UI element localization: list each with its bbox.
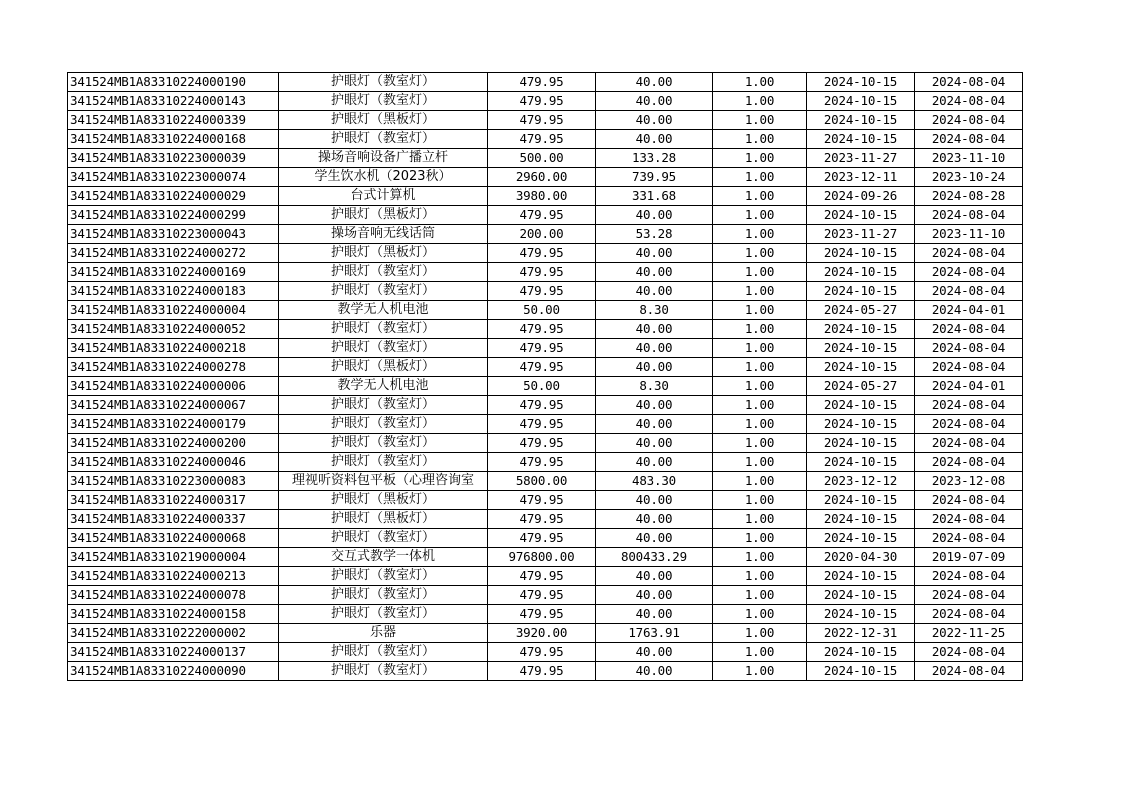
asset-code-cell[interactable]: 341524MB1A83310223000039 xyxy=(68,149,279,168)
entry-date-cell[interactable]: 2024-10-15 xyxy=(807,605,915,624)
acquire-date-cell[interactable]: 2024-08-04 xyxy=(915,282,1023,301)
original-value-cell[interactable]: 479.95 xyxy=(488,111,596,130)
original-value-cell[interactable]: 200.00 xyxy=(488,225,596,244)
table-row xyxy=(68,491,1023,510)
entry-date-cell[interactable]: 2024-05-27 xyxy=(807,301,915,320)
net-value-cell[interactable]: 133.28 xyxy=(596,149,713,168)
quantity-cell[interactable]: 1.00 xyxy=(713,377,807,396)
asset-name-cell[interactable]: 乐器 xyxy=(279,624,488,643)
acquire-date-cell[interactable]: 2024-08-04 xyxy=(915,244,1023,263)
original-value-cell[interactable]: 479.95 xyxy=(488,244,596,263)
net-value-cell[interactable]: 40.00 xyxy=(596,396,713,415)
net-value-cell[interactable]: 40.00 xyxy=(596,263,713,282)
quantity-cell[interactable]: 1.00 xyxy=(713,187,807,206)
asset-code-cell[interactable]: 341524MB1A83310224000218 xyxy=(68,339,279,358)
entry-date-cell[interactable]: 2024-10-15 xyxy=(807,320,915,339)
entry-date-cell[interactable]: 2024-10-15 xyxy=(807,586,915,605)
asset-code-cell[interactable]: 341524MB1A83310222000002 xyxy=(68,624,279,643)
acquire-date-cell[interactable]: 2024-08-04 xyxy=(915,73,1023,92)
table-row xyxy=(68,282,1023,301)
asset-name-cell[interactable]: 护眼灯（教室灯） xyxy=(279,415,488,434)
acquire-date-cell[interactable]: 2023-10-24 xyxy=(915,168,1023,187)
acquire-date-cell[interactable]: 2023-11-10 xyxy=(915,225,1023,244)
quantity-cell[interactable]: 1.00 xyxy=(713,92,807,111)
quantity-cell[interactable]: 1.00 xyxy=(713,73,807,92)
asset-code-cell[interactable]: 341524MB1A83310224000046 xyxy=(68,453,279,472)
table-row xyxy=(68,92,1023,111)
net-value-cell[interactable]: 40.00 xyxy=(596,453,713,472)
asset-name-cell[interactable]: 护眼灯（黑板灯） xyxy=(279,510,488,529)
net-value-cell[interactable]: 331.68 xyxy=(596,187,713,206)
entry-date-cell[interactable]: 2024-10-15 xyxy=(807,92,915,111)
table-row xyxy=(68,415,1023,434)
original-value-cell[interactable]: 479.95 xyxy=(488,396,596,415)
asset-name-cell[interactable]: 护眼灯（教室灯） xyxy=(279,529,488,548)
original-value-cell[interactable]: 479.95 xyxy=(488,529,596,548)
table-row xyxy=(68,453,1023,472)
net-value-cell[interactable]: 800433.29 xyxy=(596,548,713,567)
quantity-cell[interactable]: 1.00 xyxy=(713,643,807,662)
entry-date-cell[interactable]: 2024-10-15 xyxy=(807,662,915,681)
asset-name-cell[interactable]: 护眼灯（教室灯） xyxy=(279,434,488,453)
quantity-cell[interactable]: 1.00 xyxy=(713,510,807,529)
net-value-cell[interactable]: 40.00 xyxy=(596,586,713,605)
acquire-date-cell[interactable]: 2024-08-04 xyxy=(915,567,1023,586)
acquire-date-cell[interactable]: 2024-08-04 xyxy=(915,491,1023,510)
asset-code-cell[interactable]: 341524MB1A83310224000190 xyxy=(68,73,279,92)
asset-code-cell[interactable]: 341524MB1A83310224000179 xyxy=(68,415,279,434)
quantity-cell[interactable]: 1.00 xyxy=(713,149,807,168)
quantity-cell[interactable]: 1.00 xyxy=(713,396,807,415)
table-row xyxy=(68,586,1023,605)
quantity-cell[interactable]: 1.00 xyxy=(713,206,807,225)
asset-name-cell[interactable]: 护眼灯（教室灯） xyxy=(279,586,488,605)
net-value-cell[interactable]: 40.00 xyxy=(596,339,713,358)
original-value-cell[interactable]: 5800.00 xyxy=(488,472,596,491)
table-row xyxy=(68,643,1023,662)
entry-date-cell[interactable]: 2024-09-26 xyxy=(807,187,915,206)
net-value-cell[interactable]: 483.30 xyxy=(596,472,713,491)
original-value-cell[interactable]: 3920.00 xyxy=(488,624,596,643)
original-value-cell[interactable]: 479.95 xyxy=(488,567,596,586)
entry-date-cell[interactable]: 2023-11-27 xyxy=(807,149,915,168)
asset-table xyxy=(67,72,1023,681)
entry-date-cell[interactable]: 2024-10-15 xyxy=(807,567,915,586)
asset-code-cell[interactable]: 341524MB1A83310224000004 xyxy=(68,301,279,320)
table-row xyxy=(68,529,1023,548)
asset-code-cell[interactable]: 341524MB1A83310224000213 xyxy=(68,567,279,586)
acquire-date-cell[interactable]: 2024-04-01 xyxy=(915,377,1023,396)
quantity-cell[interactable]: 1.00 xyxy=(713,472,807,491)
quantity-cell[interactable]: 1.00 xyxy=(713,605,807,624)
asset-code-cell[interactable]: 341524MB1A83310224000029 xyxy=(68,187,279,206)
acquire-date-cell[interactable]: 2023-11-10 xyxy=(915,149,1023,168)
quantity-cell[interactable]: 1.00 xyxy=(713,567,807,586)
quantity-cell[interactable]: 1.00 xyxy=(713,586,807,605)
quantity-cell[interactable]: 1.00 xyxy=(713,130,807,149)
entry-date-cell[interactable]: 2024-10-15 xyxy=(807,643,915,662)
quantity-cell[interactable]: 1.00 xyxy=(713,111,807,130)
net-value-cell[interactable]: 40.00 xyxy=(596,662,713,681)
original-value-cell[interactable]: 976800.00 xyxy=(488,548,596,567)
net-value-cell[interactable]: 8.30 xyxy=(596,301,713,320)
acquire-date-cell[interactable]: 2024-08-04 xyxy=(915,415,1023,434)
entry-date-cell[interactable]: 2024-10-15 xyxy=(807,339,915,358)
asset-name-cell[interactable]: 护眼灯（教室灯） xyxy=(279,320,488,339)
asset-code-cell[interactable]: 341524MB1A83310224000299 xyxy=(68,206,279,225)
asset-name-cell[interactable]: 护眼灯（黑板灯） xyxy=(279,491,488,510)
table-row xyxy=(68,73,1023,92)
original-value-cell[interactable]: 479.95 xyxy=(488,320,596,339)
asset-name-cell[interactable]: 操场音响无线话筒 xyxy=(279,225,488,244)
net-value-cell[interactable]: 40.00 xyxy=(596,510,713,529)
original-value-cell[interactable]: 2960.00 xyxy=(488,168,596,187)
acquire-date-cell[interactable]: 2024-08-04 xyxy=(915,358,1023,377)
table-row xyxy=(68,510,1023,529)
entry-date-cell[interactable]: 2024-10-15 xyxy=(807,453,915,472)
net-value-cell[interactable]: 40.00 xyxy=(596,529,713,548)
quantity-cell[interactable]: 1.00 xyxy=(713,339,807,358)
asset-name-cell[interactable]: 护眼灯（教室灯） xyxy=(279,282,488,301)
original-value-cell[interactable]: 479.95 xyxy=(488,339,596,358)
entry-date-cell[interactable]: 2024-10-15 xyxy=(807,282,915,301)
quantity-cell[interactable]: 1.00 xyxy=(713,662,807,681)
entry-date-cell[interactable]: 2024-10-15 xyxy=(807,510,915,529)
asset-code-cell[interactable]: 341524MB1A83310224000052 xyxy=(68,320,279,339)
acquire-date-cell[interactable]: 2024-08-04 xyxy=(915,510,1023,529)
net-value-cell[interactable]: 40.00 xyxy=(596,92,713,111)
original-value-cell[interactable]: 479.95 xyxy=(488,130,596,149)
table-row xyxy=(68,206,1023,225)
quantity-cell[interactable]: 1.00 xyxy=(713,624,807,643)
net-value-cell[interactable]: 40.00 xyxy=(596,415,713,434)
acquire-date-cell[interactable]: 2024-08-04 xyxy=(915,263,1023,282)
original-value-cell[interactable]: 479.95 xyxy=(488,92,596,111)
entry-date-cell[interactable]: 2024-10-15 xyxy=(807,434,915,453)
table-row xyxy=(68,662,1023,681)
acquire-date-cell[interactable]: 2024-08-04 xyxy=(915,92,1023,111)
original-value-cell[interactable]: 479.95 xyxy=(488,605,596,624)
table-row xyxy=(68,130,1023,149)
quantity-cell[interactable]: 1.00 xyxy=(713,225,807,244)
asset-name-cell[interactable]: 操场音响设备广播立杆 xyxy=(279,149,488,168)
asset-name-cell[interactable]: 护眼灯（教室灯） xyxy=(279,92,488,111)
original-value-cell[interactable]: 479.95 xyxy=(488,643,596,662)
asset-code-cell[interactable]: 341524MB1A83310224000006 xyxy=(68,377,279,396)
acquire-date-cell[interactable]: 2024-08-28 xyxy=(915,187,1023,206)
original-value-cell[interactable]: 479.95 xyxy=(488,206,596,225)
net-value-cell[interactable]: 40.00 xyxy=(596,605,713,624)
net-value-cell[interactable]: 40.00 xyxy=(596,491,713,510)
asset-name-cell[interactable]: 护眼灯（教室灯） xyxy=(279,339,488,358)
table-row xyxy=(68,358,1023,377)
asset-code-cell[interactable]: 341524MB1A83310224000169 xyxy=(68,263,279,282)
table-row xyxy=(68,320,1023,339)
acquire-date-cell[interactable]: 2024-08-04 xyxy=(915,130,1023,149)
quantity-cell[interactable]: 1.00 xyxy=(713,168,807,187)
net-value-cell[interactable]: 40.00 xyxy=(596,282,713,301)
asset-name-cell[interactable]: 教学无人机电池 xyxy=(279,377,488,396)
entry-date-cell[interactable]: 2023-11-27 xyxy=(807,225,915,244)
asset-code-cell[interactable]: 341524MB1A83310224000067 xyxy=(68,396,279,415)
quantity-cell[interactable]: 1.00 xyxy=(713,358,807,377)
original-value-cell[interactable]: 479.95 xyxy=(488,73,596,92)
entry-date-cell[interactable]: 2023-12-11 xyxy=(807,168,915,187)
asset-code-cell[interactable]: 341524MB1A83310223000043 xyxy=(68,225,279,244)
entry-date-cell[interactable]: 2024-10-15 xyxy=(807,415,915,434)
acquire-date-cell[interactable]: 2024-08-04 xyxy=(915,434,1023,453)
acquire-date-cell[interactable]: 2019-07-09 xyxy=(915,548,1023,567)
table-body xyxy=(68,73,1023,681)
asset-code-cell[interactable]: 341524MB1A83310224000337 xyxy=(68,510,279,529)
asset-code-cell[interactable]: 341524MB1A83310224000200 xyxy=(68,434,279,453)
net-value-cell[interactable]: 40.00 xyxy=(596,643,713,662)
net-value-cell[interactable]: 40.00 xyxy=(596,358,713,377)
entry-date-cell[interactable]: 2024-10-15 xyxy=(807,111,915,130)
quantity-cell[interactable]: 1.00 xyxy=(713,301,807,320)
table-row xyxy=(68,263,1023,282)
table-row xyxy=(68,225,1023,244)
asset-name-cell[interactable]: 护眼灯（教室灯） xyxy=(279,453,488,472)
asset-code-cell[interactable]: 341524MB1A83310224000158 xyxy=(68,605,279,624)
net-value-cell[interactable]: 40.00 xyxy=(596,320,713,339)
entry-date-cell[interactable]: 2024-10-15 xyxy=(807,396,915,415)
original-value-cell[interactable]: 479.95 xyxy=(488,263,596,282)
original-value-cell[interactable]: 479.95 xyxy=(488,453,596,472)
asset-name-cell[interactable]: 教学无人机电池 xyxy=(279,301,488,320)
acquire-date-cell[interactable]: 2024-08-04 xyxy=(915,453,1023,472)
net-value-cell[interactable]: 739.95 xyxy=(596,168,713,187)
net-value-cell[interactable]: 40.00 xyxy=(596,111,713,130)
asset-name-cell[interactable]: 护眼灯（黑板灯） xyxy=(279,206,488,225)
table-row xyxy=(68,111,1023,130)
acquire-date-cell[interactable]: 2024-08-04 xyxy=(915,662,1023,681)
entry-date-cell[interactable]: 2024-10-15 xyxy=(807,130,915,149)
quantity-cell[interactable]: 1.00 xyxy=(713,244,807,263)
table-row xyxy=(68,624,1023,643)
quantity-cell[interactable]: 1.00 xyxy=(713,529,807,548)
entry-date-cell[interactable]: 2024-10-15 xyxy=(807,244,915,263)
asset-name-cell[interactable]: 护眼灯（教室灯） xyxy=(279,605,488,624)
asset-name-cell[interactable]: 台式计算机 xyxy=(279,187,488,206)
original-value-cell[interactable]: 50.00 xyxy=(488,301,596,320)
acquire-date-cell[interactable]: 2024-08-04 xyxy=(915,396,1023,415)
entry-date-cell[interactable]: 2024-10-15 xyxy=(807,491,915,510)
asset-code-cell[interactable]: 341524MB1A83310224000137 xyxy=(68,643,279,662)
original-value-cell[interactable]: 479.95 xyxy=(488,358,596,377)
original-value-cell[interactable]: 500.00 xyxy=(488,149,596,168)
asset-name-cell[interactable]: 护眼灯（教室灯） xyxy=(279,396,488,415)
acquire-date-cell[interactable]: 2024-08-04 xyxy=(915,320,1023,339)
table-row xyxy=(68,605,1023,624)
net-value-cell[interactable]: 40.00 xyxy=(596,130,713,149)
original-value-cell[interactable]: 479.95 xyxy=(488,510,596,529)
entry-date-cell[interactable]: 2020-04-30 xyxy=(807,548,915,567)
asset-name-cell[interactable]: 理视听资料包平板（心理咨询室 xyxy=(279,472,488,491)
asset-name-cell[interactable]: 护眼灯（教室灯） xyxy=(279,73,488,92)
acquire-date-cell[interactable]: 2024-08-04 xyxy=(915,111,1023,130)
quantity-cell[interactable]: 1.00 xyxy=(713,434,807,453)
asset-name-cell[interactable]: 护眼灯（黑板灯） xyxy=(279,244,488,263)
acquire-date-cell[interactable]: 2024-08-04 xyxy=(915,586,1023,605)
asset-code-cell[interactable]: 341524MB1A83310224000078 xyxy=(68,586,279,605)
entry-date-cell[interactable]: 2024-10-15 xyxy=(807,73,915,92)
asset-name-cell[interactable]: 学生饮水机（2023秋） xyxy=(279,168,488,187)
net-value-cell[interactable]: 53.28 xyxy=(596,225,713,244)
table-row xyxy=(68,472,1023,491)
asset-name-cell[interactable]: 护眼灯（教室灯） xyxy=(279,130,488,149)
acquire-date-cell[interactable]: 2022-11-25 xyxy=(915,624,1023,643)
table-row xyxy=(68,149,1023,168)
asset-code-cell[interactable]: 341524MB1A83310223000074 xyxy=(68,168,279,187)
net-value-cell[interactable]: 40.00 xyxy=(596,206,713,225)
original-value-cell[interactable]: 479.95 xyxy=(488,662,596,681)
asset-code-cell[interactable]: 341524MB1A83310224000339 xyxy=(68,111,279,130)
entry-date-cell[interactable]: 2024-10-15 xyxy=(807,529,915,548)
entry-date-cell[interactable]: 2022-12-31 xyxy=(807,624,915,643)
quantity-cell[interactable]: 1.00 xyxy=(713,453,807,472)
entry-date-cell[interactable]: 2023-12-12 xyxy=(807,472,915,491)
asset-code-cell[interactable]: 341524MB1A83310224000317 xyxy=(68,491,279,510)
table-row xyxy=(68,548,1023,567)
net-value-cell[interactable]: 40.00 xyxy=(596,73,713,92)
entry-date-cell[interactable]: 2024-05-27 xyxy=(807,377,915,396)
asset-code-cell[interactable]: 341524MB1A83310224000168 xyxy=(68,130,279,149)
table-row xyxy=(68,339,1023,358)
asset-code-cell[interactable]: 341524MB1A83310224000272 xyxy=(68,244,279,263)
asset-code-cell[interactable]: 341524MB1A83310224000090 xyxy=(68,662,279,681)
quantity-cell[interactable]: 1.00 xyxy=(713,548,807,567)
asset-code-cell[interactable]: 341524MB1A83310224000143 xyxy=(68,92,279,111)
net-value-cell[interactable]: 8.30 xyxy=(596,377,713,396)
asset-name-cell[interactable]: 护眼灯（教室灯） xyxy=(279,263,488,282)
quantity-cell[interactable]: 1.00 xyxy=(713,263,807,282)
asset-name-cell[interactable]: 交互式教学一体机 xyxy=(279,548,488,567)
original-value-cell[interactable]: 50.00 xyxy=(488,377,596,396)
original-value-cell[interactable]: 479.95 xyxy=(488,434,596,453)
asset-name-cell[interactable]: 护眼灯（教室灯） xyxy=(279,643,488,662)
asset-code-cell[interactable]: 341524MB1A83310224000278 xyxy=(68,358,279,377)
asset-name-cell[interactable]: 护眼灯（教室灯） xyxy=(279,662,488,681)
acquire-date-cell[interactable]: 2024-08-04 xyxy=(915,206,1023,225)
acquire-date-cell[interactable]: 2024-08-04 xyxy=(915,339,1023,358)
original-value-cell[interactable]: 479.95 xyxy=(488,282,596,301)
table-row xyxy=(68,434,1023,453)
asset-code-cell[interactable]: 341524MB1A83310224000068 xyxy=(68,529,279,548)
asset-name-cell[interactable]: 护眼灯（黑板灯） xyxy=(279,111,488,130)
asset-code-cell[interactable]: 341524MB1A83310224000183 xyxy=(68,282,279,301)
net-value-cell[interactable]: 40.00 xyxy=(596,567,713,586)
net-value-cell[interactable]: 1763.91 xyxy=(596,624,713,643)
net-value-cell[interactable]: 40.00 xyxy=(596,434,713,453)
original-value-cell[interactable]: 479.95 xyxy=(488,491,596,510)
entry-date-cell[interactable]: 2024-10-15 xyxy=(807,358,915,377)
table-row xyxy=(68,244,1023,263)
table-row xyxy=(68,168,1023,187)
table-row xyxy=(68,187,1023,206)
net-value-cell[interactable]: 40.00 xyxy=(596,244,713,263)
table-row xyxy=(68,301,1023,320)
original-value-cell[interactable]: 479.95 xyxy=(488,415,596,434)
quantity-cell[interactable]: 1.00 xyxy=(713,320,807,339)
original-value-cell[interactable]: 3980.00 xyxy=(488,187,596,206)
quantity-cell[interactable]: 1.00 xyxy=(713,282,807,301)
acquire-date-cell[interactable]: 2024-08-04 xyxy=(915,529,1023,548)
acquire-date-cell[interactable]: 2024-04-01 xyxy=(915,301,1023,320)
table-row xyxy=(68,377,1023,396)
original-value-cell[interactable]: 479.95 xyxy=(488,586,596,605)
asset-code-cell[interactable]: 341524MB1A83310223000083 xyxy=(68,472,279,491)
asset-name-cell[interactable]: 护眼灯（黑板灯） xyxy=(279,358,488,377)
acquire-date-cell[interactable]: 2023-12-08 xyxy=(915,472,1023,491)
acquire-date-cell[interactable]: 2024-08-04 xyxy=(915,643,1023,662)
asset-code-cell[interactable]: 341524MB1A83310219000004 xyxy=(68,548,279,567)
entry-date-cell[interactable]: 2024-10-15 xyxy=(807,263,915,282)
quantity-cell[interactable]: 1.00 xyxy=(713,415,807,434)
table-row xyxy=(68,567,1023,586)
entry-date-cell[interactable]: 2024-10-15 xyxy=(807,206,915,225)
acquire-date-cell[interactable]: 2024-08-04 xyxy=(915,605,1023,624)
table-row xyxy=(68,396,1023,415)
quantity-cell[interactable]: 1.00 xyxy=(713,491,807,510)
asset-name-cell[interactable]: 护眼灯（教室灯） xyxy=(279,567,488,586)
